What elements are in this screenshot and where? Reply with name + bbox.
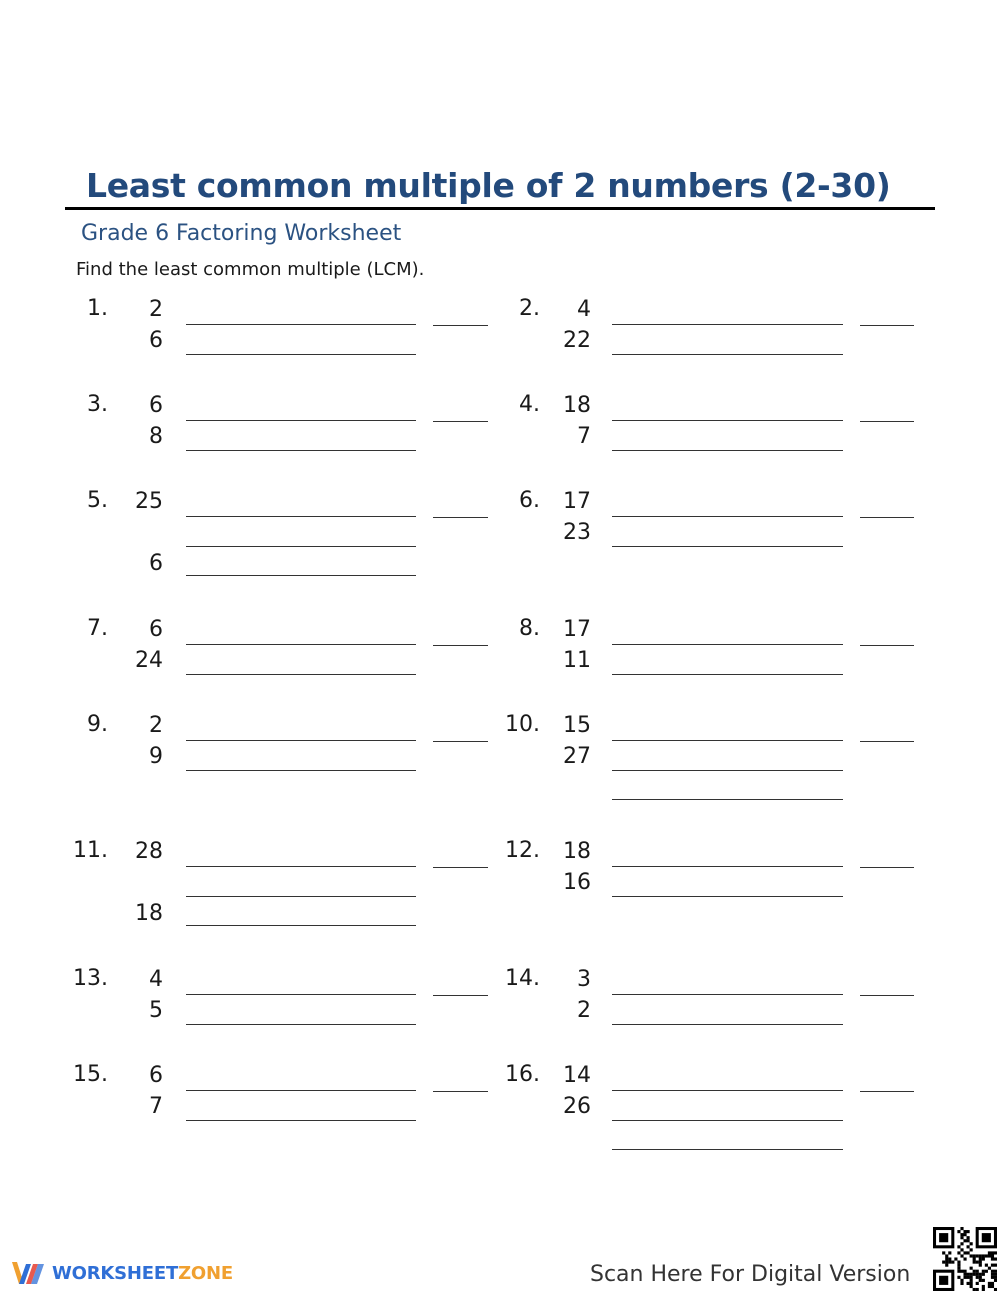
work-line[interactable] (612, 1024, 843, 1025)
work-line[interactable] (186, 740, 416, 741)
answer-line[interactable] (433, 995, 488, 996)
work-line[interactable] (612, 516, 843, 517)
instructions: Find the least common multiple (LCM). (76, 259, 425, 280)
first-number: 15 (563, 713, 591, 738)
worksheet-subtitle: Grade 6 Factoring Worksheet (81, 221, 402, 246)
problem-number: 13. (73, 966, 108, 991)
second-number: 6 (149, 551, 163, 576)
work-line[interactable] (612, 994, 843, 995)
answer-line[interactable] (860, 421, 914, 422)
second-number: 7 (149, 1094, 163, 1119)
work-line[interactable] (186, 575, 416, 576)
work-line[interactable] (612, 866, 843, 867)
first-number: 28 (135, 839, 163, 864)
logo-mark-icon (10, 1258, 46, 1288)
work-line[interactable] (612, 420, 843, 421)
answer-line[interactable] (860, 867, 914, 868)
first-number: 17 (563, 617, 591, 642)
second-number: 8 (149, 424, 163, 449)
first-number: 25 (135, 489, 163, 514)
answer-line[interactable] (860, 1091, 914, 1092)
work-line[interactable] (612, 354, 843, 355)
problem-number: 15. (73, 1062, 108, 1087)
work-line[interactable] (186, 516, 416, 517)
second-number: 26 (563, 1094, 591, 1119)
problem-number: 11. (73, 838, 108, 863)
first-number: 6 (149, 617, 163, 642)
second-number: 9 (149, 744, 163, 769)
answer-line[interactable] (433, 421, 488, 422)
answer-line[interactable] (433, 1091, 488, 1092)
work-line[interactable] (612, 1149, 843, 1150)
logo-word-worksheet: WORKSHEET (52, 1262, 179, 1284)
second-number: 24 (135, 648, 163, 673)
work-line[interactable] (612, 546, 843, 547)
work-line[interactable] (186, 450, 416, 451)
work-line[interactable] (612, 324, 843, 325)
problem-number: 4. (519, 392, 540, 417)
second-number: 11 (563, 648, 591, 673)
problem-number: 16. (505, 1062, 540, 1087)
problem-number: 1. (87, 296, 108, 321)
problem-number: 5. (87, 488, 108, 513)
answer-line[interactable] (860, 741, 914, 742)
work-line[interactable] (186, 1120, 416, 1121)
second-number: 27 (563, 744, 591, 769)
work-line[interactable] (186, 644, 416, 645)
work-line[interactable] (612, 799, 843, 800)
second-number: 22 (563, 328, 591, 353)
first-number: 6 (149, 1063, 163, 1088)
logo-text (52, 1263, 233, 1284)
work-line[interactable] (612, 740, 843, 741)
work-line[interactable] (186, 674, 416, 675)
work-line[interactable] (186, 546, 416, 547)
work-line[interactable] (612, 896, 843, 897)
work-line[interactable] (186, 1024, 416, 1025)
work-line[interactable] (186, 770, 416, 771)
second-number: 6 (149, 328, 163, 353)
answer-line[interactable] (433, 645, 488, 646)
second-number: 23 (563, 520, 591, 545)
worksheetzone-logo (10, 1258, 233, 1288)
first-number: 3 (577, 967, 591, 992)
first-number: 2 (149, 713, 163, 738)
problem-number: 12. (505, 838, 540, 863)
work-line[interactable] (186, 994, 416, 995)
answer-line[interactable] (860, 995, 914, 996)
problem-number: 9. (87, 712, 108, 737)
work-line[interactable] (186, 1090, 416, 1091)
scan-caption: Scan Here For Digital Version (590, 1262, 911, 1287)
second-number: 7 (577, 424, 591, 449)
problem-number: 3. (87, 392, 108, 417)
problem-number: 6. (519, 488, 540, 513)
second-number: 16 (563, 870, 591, 895)
work-line[interactable] (612, 674, 843, 675)
answer-line[interactable] (433, 517, 488, 518)
work-line[interactable] (186, 925, 416, 926)
answer-line[interactable] (433, 867, 488, 868)
problem-number: 14. (505, 966, 540, 991)
first-number: 6 (149, 393, 163, 418)
work-line[interactable] (612, 1120, 843, 1121)
work-line[interactable] (612, 770, 843, 771)
first-number: 18 (563, 393, 591, 418)
qr-code-icon[interactable] (933, 1227, 997, 1291)
worksheet-title: Least common multiple of 2 numbers (2-30) (86, 166, 891, 205)
problem-number: 10. (505, 712, 540, 737)
second-number: 5 (149, 998, 163, 1023)
first-number: 17 (563, 489, 591, 514)
problem-number: 7. (87, 616, 108, 641)
problem-number: 8. (519, 616, 540, 641)
logo-word-zone: ZONE (178, 1262, 233, 1284)
answer-line[interactable] (860, 645, 914, 646)
first-number: 4 (577, 297, 591, 322)
answer-line[interactable] (433, 325, 488, 326)
answer-line[interactable] (860, 325, 914, 326)
first-number: 18 (563, 839, 591, 864)
work-line[interactable] (186, 866, 416, 867)
answer-line[interactable] (433, 741, 488, 742)
work-line[interactable] (186, 420, 416, 421)
second-number: 18 (135, 901, 163, 926)
work-line[interactable] (186, 354, 416, 355)
first-number: 4 (149, 967, 163, 992)
work-line[interactable] (612, 644, 843, 645)
work-line[interactable] (612, 1090, 843, 1091)
answer-line[interactable] (860, 517, 914, 518)
first-number: 2 (149, 297, 163, 322)
second-number: 2 (577, 998, 591, 1023)
problem-number: 2. (519, 296, 540, 321)
work-line[interactable] (186, 896, 416, 897)
work-line[interactable] (186, 324, 416, 325)
work-line[interactable] (612, 450, 843, 451)
first-number: 14 (563, 1063, 591, 1088)
